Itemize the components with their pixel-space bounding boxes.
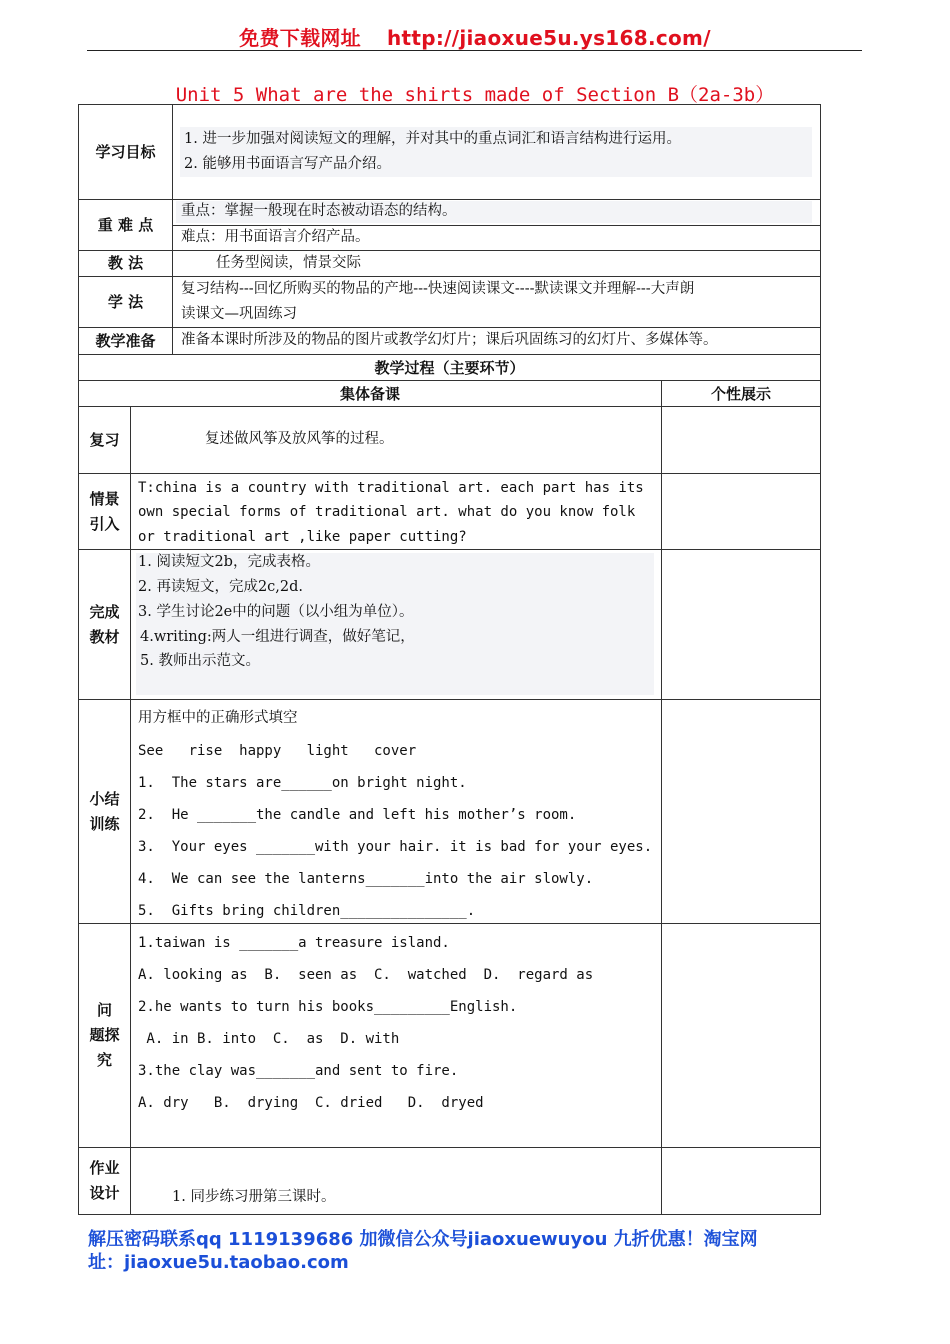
summary-line: See rise happy light cover: [138, 743, 417, 759]
explore-personal-cell: [661, 923, 821, 1148]
teaching-method-label: 教 法: [107, 254, 144, 272]
complete-line: 5. 教师出示范文。: [140, 653, 260, 669]
summary-line: 3. Your eyes _______with your hair. it is bad for your eyes.: [138, 839, 653, 855]
homework-label: 作业 设计: [89, 1159, 120, 1202]
intro-line: own special forms of traditional art. what do you know folk: [138, 504, 636, 520]
review-label: 复习: [89, 430, 120, 449]
nandian-text: 难点：用书面语言介绍产品。: [181, 229, 370, 245]
zhongdian-text: 重点：掌握一般现在时态被动语态的结构。: [181, 203, 457, 219]
goal-item: 1. 进一步加强对阅读短文的理解，并对其中的重点词汇和语言结构进行运用。: [184, 131, 681, 147]
summary-personal-cell: [661, 699, 821, 924]
complete-line: 2. 再读短文，完成2c,2d.: [138, 579, 304, 595]
teaching-method-text: 任务型阅读，情景交际: [216, 255, 361, 271]
intro-line: or traditional art ,like paper cutting?: [138, 529, 467, 545]
col-main-header: 集体备课: [339, 385, 400, 403]
explore-line: A. dry B. drying C. dried D. dryed: [138, 1095, 484, 1111]
explore-label: 问 题探 究: [89, 1001, 120, 1069]
summary-line: 4. We can see the lanterns_______into the air slowly.: [138, 871, 594, 887]
homework-personal-cell: [661, 1147, 821, 1215]
header-label: 免费下载网址: [239, 26, 361, 50]
prep-label: 教学准备: [95, 331, 156, 350]
explore-line: 2.he wants to turn his books_________English.: [138, 999, 518, 1015]
prep-text: 准备本课时所涉及的物品的图片或教学幻灯片；课后巩固练习的幻灯片、多媒体等。: [181, 332, 718, 348]
footer-line-link[interactable]: 址：jiaoxue5u.taobao.com: [88, 1252, 349, 1273]
explore-line: 1.taiwan is _______a treasure island.: [138, 935, 450, 951]
intro-label: 情景 引入: [89, 489, 120, 533]
header-divider: [87, 50, 862, 51]
learning-method-line: 复习结构---回忆所购买的物品的产地---快速阅读课文----默读课文并理解---大声朗: [181, 281, 695, 297]
intro-personal-cell: [661, 473, 821, 550]
header-url-link[interactable]: http://jiaoxue5u.ys168.com/: [386, 26, 711, 50]
document-title: Unit 5 What are the shirts made of Section B（2a-3b）: [175, 84, 775, 106]
col-personal-header: 个性展示: [710, 385, 771, 403]
complete-line: 3. 学生讨论2e中的问题（以小组为单位）。: [138, 604, 414, 620]
learning-method-line: 读课文—巩固练习: [181, 306, 297, 322]
summary-line: 1. The stars are______on bright night.: [138, 775, 467, 791]
goals-label: 学习目标: [95, 142, 156, 161]
complete-line: 1. 阅读短文2b，完成表格。: [138, 554, 320, 570]
explore-line: A. looking as B. seen as C. watched D. regard as: [138, 967, 594, 983]
process-title: 教学过程（主要环节）: [374, 359, 525, 377]
keypoints-label: 重 难 点: [97, 215, 154, 234]
review-personal-cell: [661, 406, 821, 474]
learning-method-label: 学 法: [107, 292, 144, 311]
complete-label: 完成 教材: [89, 602, 120, 646]
site-header: [0, 22, 950, 51]
complete-line: 4.writing:两人一组进行调查，做好笔记，: [140, 629, 415, 645]
footer-line: 解压密码联系qq 1119139686 加微信公众号jiaoxuewuyou 九折优惠！淘宝网: [88, 1229, 758, 1250]
review-text: 复述做风筝及放风筝的过程。: [205, 431, 394, 447]
intro-line: T:china is a country with traditional art. each part has its: [138, 480, 644, 496]
summary-line: 用方框中的正确形式填空: [138, 710, 298, 726]
complete-personal-cell: [661, 549, 821, 700]
summary-line: 5. Gifts bring children_______________.: [138, 903, 476, 919]
homework-text: 1. 同步练习册第三课时。: [172, 1189, 336, 1205]
summary-label: 小结 训练: [89, 789, 120, 833]
footer-contact: [88, 1228, 848, 1274]
explore-line: A. in B. into C. as D. with: [138, 1031, 400, 1047]
goal-item: 2. 能够用书面语言写产品介绍。: [184, 156, 391, 172]
explore-line: 3.the clay was_______and sent to fire.: [138, 1063, 459, 1079]
summary-line: 2. He _______the candle and left his mother’s room.: [138, 807, 577, 823]
